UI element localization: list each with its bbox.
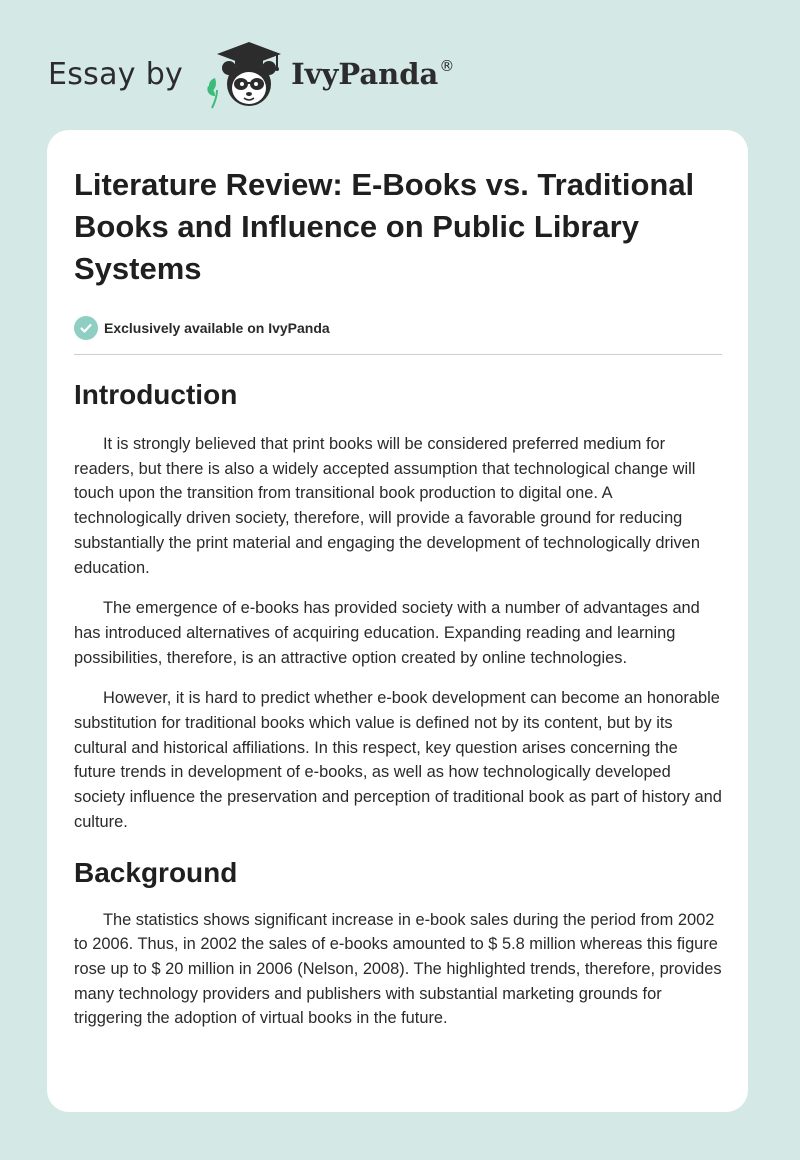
brand-name: IvyPanda — [291, 57, 439, 91]
article-title: Literature Review: E-Books vs. Traditional Books and Influence on Public Library Systems — [74, 167, 695, 286]
paragraph: The emergence of e-books has provided society with a number of advantages and has introduced alternatives of acquiring education. Expanding reading and learning possibilities, therefore, is an attractive option created by online technologies. — [74, 599, 700, 667]
panda-graduate-logo-icon — [199, 34, 289, 114]
check-circle-icon — [74, 316, 98, 340]
paragraph: The statistics shows significant increase in e-book sales during the period from 2002 to 2006. Thus, in 2002 the sales of e-books amounted to $ 5.8 million whereas this figure rose up to $ 20 million in 2006 (Nelson, 2008). The highlighted trends, therefore, provides many technology providers and publishers with substantial marketing grounds for triggering the adoption of virtual books in the future. — [74, 910, 722, 1028]
section-heading-introduction: Introduction — [74, 379, 238, 410]
article-card — [47, 130, 748, 1112]
registered-mark: ® — [439, 57, 455, 75]
section-heading-background: Background — [74, 856, 238, 888]
title-divider — [74, 354, 722, 355]
brand-prefix: Essay by — [48, 56, 184, 92]
paragraph: However, it is hard to predict whether e-book development can become an honorable substitution for traditional books which value is defined not by its content, but by its cultural and historical affiliations. In this respect, key question arises concerning the future trends in development of e-books, as well as how technologically developed society influence the preservation and perception of traditional book as part of history and culture. — [74, 689, 722, 831]
paragraph: It is strongly believed that print books will be considered preferred medium for readers, but there is also a widely accepted assumption that technological change will touch upon the transition from transitional book production to digital one. A technologically driven society, therefore, will provide a favorable ground for reducing substantially the print material and engaging the development of technologically driven education. — [74, 435, 700, 577]
exclusive-badge — [74, 316, 722, 340]
badge-text: Exclusively available on IvyPanda — [104, 320, 330, 336]
site-header-brand[interactable] — [48, 34, 454, 114]
